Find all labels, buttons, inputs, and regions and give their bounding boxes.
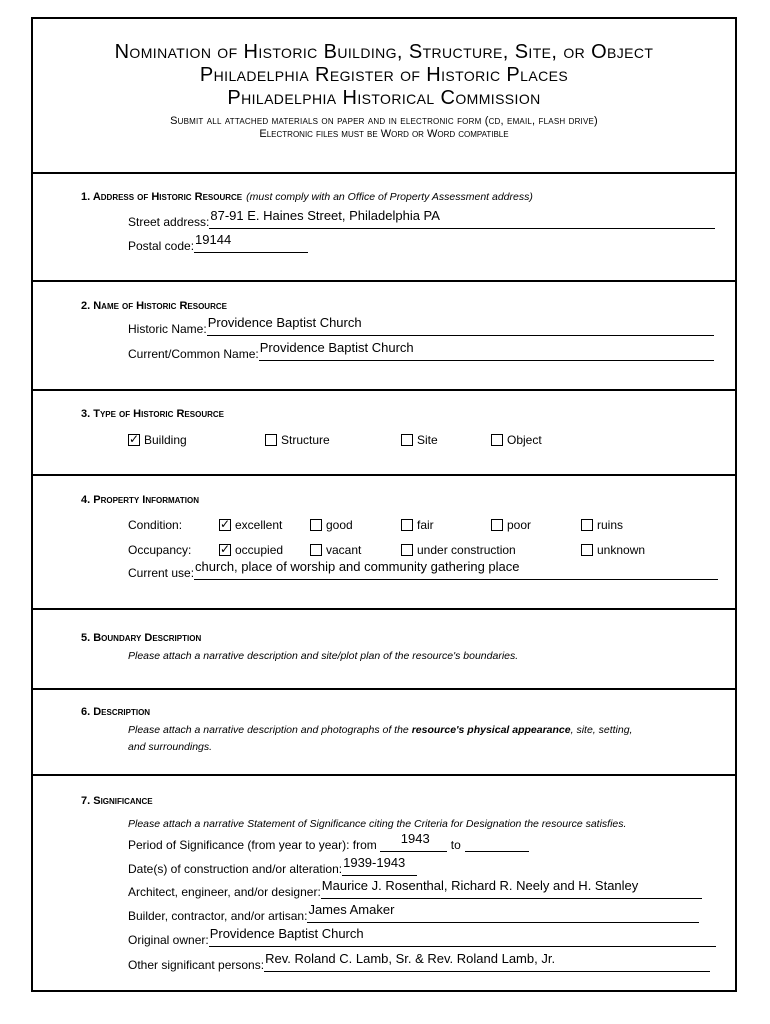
form-header — [33, 19, 735, 173]
divider — [33, 608, 735, 610]
checkbox-empty[interactable] — [401, 434, 413, 446]
owner-label: Original owner: — [128, 933, 209, 947]
type-structure-label: Structure — [281, 433, 330, 447]
builder-field[interactable] — [307, 902, 699, 923]
persons-value: Rev. Roland C. Lamb, Sr. & Rev. Roland Lamb, Jr. — [265, 951, 556, 966]
architect-label: Architect, engineer, and/or designer: — [128, 885, 321, 899]
commission-title: Philadelphia Historical Commission — [227, 87, 541, 109]
occupancy-unknown-label: unknown — [597, 543, 646, 557]
condition-excellent-label: excellent — [235, 518, 283, 532]
checkbox-empty[interactable] — [581, 544, 593, 556]
street-address-label: Street address: — [128, 215, 210, 229]
checkbox-empty[interactable] — [310, 544, 322, 556]
file-format-note: Electronic files must be Word or Word compatible — [259, 128, 509, 140]
section-3-title: 3. Type of Historic Resource — [81, 408, 224, 420]
condition-good-label: good — [326, 518, 353, 532]
postal-code-row — [128, 232, 308, 253]
period-from-field[interactable] — [380, 831, 447, 852]
type-site-checkbox[interactable] — [401, 433, 438, 447]
type-site-label: Site — [417, 433, 438, 447]
section-1-title — [81, 191, 533, 203]
condition-label: Condition: — [128, 518, 183, 532]
condition-excellent-checkbox[interactable] — [219, 518, 282, 532]
section-1-heading: 1. Address of Historic Resource — [81, 191, 243, 203]
type-building-checkbox[interactable] — [128, 433, 187, 447]
divider — [33, 774, 735, 776]
occupancy-occupied-label: occupied — [235, 543, 284, 557]
type-object-label: Object — [507, 433, 542, 447]
occupancy-under-construction-checkbox[interactable] — [401, 543, 516, 557]
section-5-title: 5. Boundary Description — [81, 632, 202, 644]
checkbox-checked[interactable] — [219, 544, 231, 556]
condition-fair-label: fair — [417, 518, 434, 532]
checkbox-empty[interactable] — [401, 519, 413, 531]
occupancy-occupied-checkbox[interactable] — [219, 543, 283, 557]
current-use-field[interactable] — [194, 559, 718, 580]
form-title: Nomination of Historic Building, Structure, Site, or Object — [114, 41, 654, 63]
type-object-checkbox[interactable] — [491, 433, 542, 447]
significance-instructions: Please attach a narrative Statement of Significance citing the Criteria for Designation the resource satisfies. — [128, 818, 627, 830]
description-instructions — [128, 722, 715, 756]
street-address-row — [128, 208, 715, 229]
period-from-value: 1943 — [400, 831, 430, 846]
checkbox-empty[interactable] — [265, 434, 277, 446]
period-to-label: to — [450, 838, 461, 852]
current-use-value: church, place of worship and community gathering place — [195, 559, 520, 574]
owner-field[interactable] — [209, 926, 716, 947]
period-row — [128, 831, 529, 852]
condition-poor-label: poor — [507, 518, 532, 532]
builder-value: James Amaker — [308, 902, 395, 917]
occupancy-unknown-checkbox[interactable] — [581, 543, 645, 557]
common-name-row — [128, 340, 714, 361]
checkbox-checked[interactable] — [219, 519, 231, 531]
divider — [33, 389, 735, 391]
historic-name-label: Historic Name: — [128, 322, 207, 336]
persons-field[interactable] — [264, 951, 710, 972]
historic-name-value: Providence Baptist Church — [207, 315, 362, 330]
current-use-label: Current use: — [128, 566, 195, 580]
historic-name-field[interactable] — [207, 315, 714, 336]
period-label: Period of Significance (from year to year): from — [128, 838, 377, 852]
historic-name-row — [128, 315, 714, 336]
occupancy-vacant-checkbox[interactable] — [310, 543, 361, 557]
condition-poor-checkbox[interactable] — [491, 518, 531, 532]
checkbox-empty[interactable] — [310, 519, 322, 531]
submission-instructions: Submit all attached materials on paper and in electronic form (cd, email, flash drive) — [170, 115, 598, 127]
description-text-c: , site, setting, — [570, 724, 633, 736]
postal-code-value: 19144 — [195, 232, 232, 247]
description-text-a: Please attach a narrative description and photographs of the — [128, 724, 412, 736]
period-to-field[interactable] — [465, 835, 529, 852]
register-title: Philadelphia Register of Historic Places — [199, 64, 569, 86]
builder-label: Builder, contractor, and/or artisan: — [128, 909, 308, 923]
persons-label: Other significant persons: — [128, 958, 265, 972]
architect-row — [128, 878, 702, 899]
section-2-title: 2. Name of Historic Resource — [81, 300, 227, 312]
type-building-label: Building — [144, 433, 187, 447]
checkbox-empty[interactable] — [401, 544, 413, 556]
postal-code-label: Postal code: — [128, 239, 195, 253]
dates-row — [128, 855, 417, 876]
nomination-form — [31, 17, 737, 992]
occupancy-under-construction-label: under construction — [417, 543, 516, 557]
dates-value: 1939-1943 — [343, 855, 406, 870]
checkbox-empty[interactable] — [581, 519, 593, 531]
divider — [33, 688, 735, 690]
section-1-note: (must comply with an Office of Property Assessment address) — [246, 191, 533, 203]
checkbox-checked[interactable] — [128, 434, 140, 446]
common-name-field[interactable] — [259, 340, 714, 361]
occupancy-vacant-label: vacant — [326, 543, 362, 557]
postal-code-field[interactable] — [194, 232, 308, 253]
section-7-title: 7. Significance — [81, 795, 153, 807]
common-name-value: Providence Baptist Church — [259, 340, 414, 355]
divider — [33, 280, 735, 282]
condition-ruins-label: ruins — [597, 518, 624, 532]
description-text-emphasis: resource's physical appearance — [411, 724, 571, 736]
architect-field[interactable] — [321, 878, 702, 899]
persons-row — [128, 951, 710, 972]
checkbox-empty[interactable] — [491, 519, 503, 531]
checkbox-empty[interactable] — [491, 434, 503, 446]
divider — [33, 474, 735, 476]
builder-row — [128, 902, 699, 923]
divider — [33, 172, 735, 174]
type-structure-checkbox[interactable] — [265, 433, 330, 447]
section-6-title: 6. Description — [81, 706, 151, 718]
section-4-title: 4. Property Information — [81, 494, 199, 506]
condition-fair-checkbox[interactable] — [401, 518, 434, 532]
architect-value: Maurice J. Rosenthal, Richard R. Neely and H. Stanley — [321, 878, 639, 893]
description-text-d: and surroundings. — [128, 741, 213, 753]
occupancy-label: Occupancy: — [128, 543, 192, 557]
street-address-value: 87-91 E. Haines Street, Philadelphia PA — [210, 208, 440, 223]
boundary-instructions: Please attach a narrative description and site/plot plan of the resource's boundaries. — [128, 650, 519, 662]
current-use-row — [128, 559, 718, 580]
dates-label: Date(s) of construction and/or alteration: — [128, 862, 343, 876]
dates-field[interactable] — [342, 855, 417, 876]
owner-value: Providence Baptist Church — [209, 926, 364, 941]
condition-ruins-checkbox[interactable] — [581, 518, 623, 532]
owner-row — [128, 926, 716, 947]
street-address-field[interactable] — [209, 208, 715, 229]
condition-good-checkbox[interactable] — [310, 518, 353, 532]
common-name-label: Current/Common Name: — [128, 347, 259, 361]
